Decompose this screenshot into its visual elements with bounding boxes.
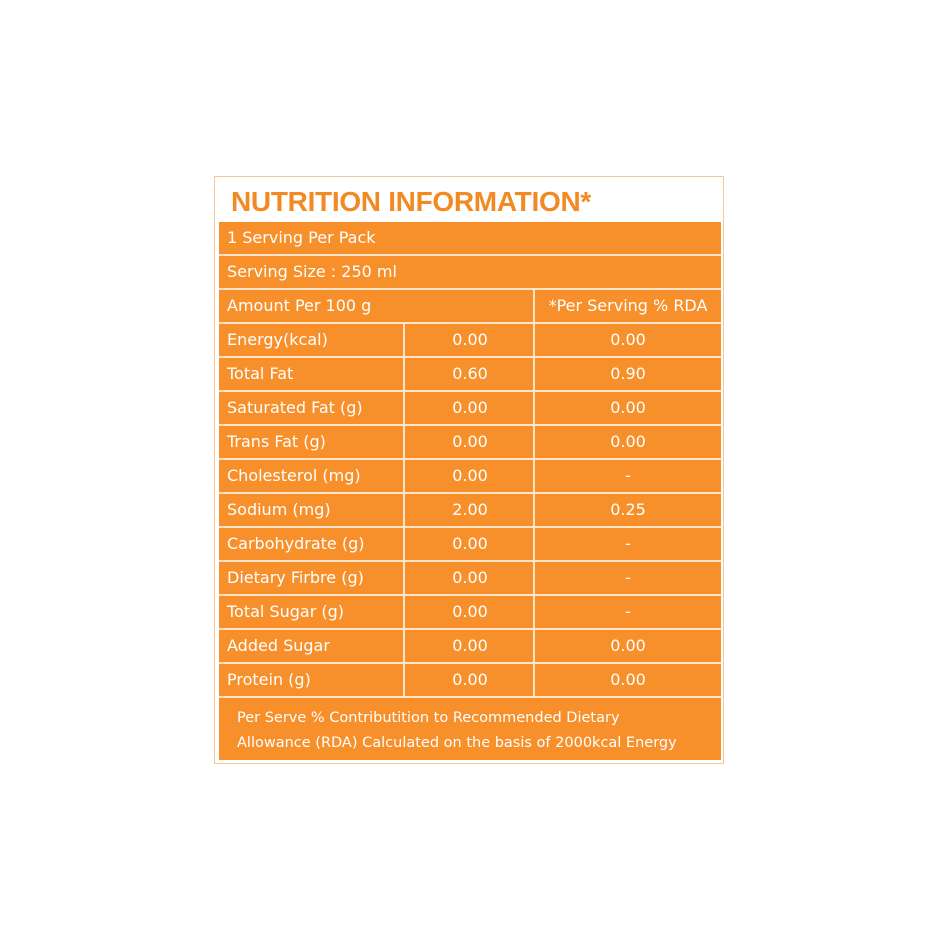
nutrient-name: Carbohydrate (g) xyxy=(227,534,365,553)
servings-per-pack-row xyxy=(219,222,721,256)
nutrient-name: Added Sugar xyxy=(227,636,330,655)
column-divider-2 xyxy=(533,324,535,698)
rda-footnote xyxy=(219,698,721,760)
nutrient-per-100g: 2.00 xyxy=(452,500,488,519)
serving-size: Serving Size : 250 ml xyxy=(227,262,397,281)
nutrient-name: Cholesterol (mg) xyxy=(227,466,361,485)
nutrient-rda: - xyxy=(625,534,631,553)
nutrient-per-100g: 0.00 xyxy=(452,636,488,655)
nutrient-row xyxy=(219,664,721,698)
nutrient-per-100g: 0.00 xyxy=(452,466,488,485)
nutrition-table xyxy=(219,222,721,760)
nutrient-name: Trans Fat (g) xyxy=(227,432,326,451)
nutrient-name: Energy(kcal) xyxy=(227,330,328,349)
nutrient-name: Sodium (mg) xyxy=(227,500,331,519)
nutrient-per-100g: 0.00 xyxy=(452,398,488,417)
nutrient-name: Total Sugar (g) xyxy=(227,602,345,621)
rda-header: *Per Serving % RDA xyxy=(548,296,708,315)
nutrient-rda: 0.00 xyxy=(610,636,646,655)
footnote-line-1: Per Serve % Contributition to Recommended Dietary xyxy=(237,710,620,726)
nutrient-name: Saturated Fat (g) xyxy=(227,398,363,417)
nutrient-name: Dietary Firbre (g) xyxy=(227,568,364,587)
nutrient-per-100g: 0.00 xyxy=(452,432,488,451)
nutrient-row xyxy=(219,426,721,460)
nutrient-rda: - xyxy=(625,466,631,485)
nutrient-row xyxy=(219,596,721,630)
nutrient-row xyxy=(219,324,721,358)
header-column-divider xyxy=(533,290,535,324)
footnote-line-2: Allowance (RDA) Calculated on the basis of 2000kcal Energy xyxy=(237,735,677,751)
nutrient-per-100g: 0.00 xyxy=(452,330,488,349)
nutrient-row xyxy=(219,528,721,562)
nutrient-row xyxy=(219,494,721,528)
nutrient-rda: 0.90 xyxy=(610,364,646,383)
nutrient-rda: 0.00 xyxy=(610,432,646,451)
nutrient-per-100g: 0.60 xyxy=(452,364,488,383)
nutrient-rda: - xyxy=(625,568,631,587)
nutrient-row xyxy=(219,460,721,494)
label-title: NUTRITION INFORMATION* xyxy=(231,186,591,217)
nutrition-label xyxy=(214,176,724,764)
nutrient-rda: - xyxy=(625,602,631,621)
nutrient-name: Protein (g) xyxy=(227,670,311,689)
servings-per-pack: 1 Serving Per Pack xyxy=(227,228,376,247)
serving-size-row xyxy=(219,256,721,290)
nutrient-per-100g: 0.00 xyxy=(452,568,488,587)
nutrient-rda: 0.00 xyxy=(610,670,646,689)
nutrient-per-100g: 0.00 xyxy=(452,534,488,553)
nutrient-per-100g: 0.00 xyxy=(452,670,488,689)
nutrient-row xyxy=(219,392,721,426)
nutrient-rda: 0.00 xyxy=(610,398,646,417)
nutrient-rda: 0.00 xyxy=(610,330,646,349)
nutrient-name: Total Fat xyxy=(227,364,294,383)
column-divider-1 xyxy=(403,324,405,698)
nutrient-row xyxy=(219,630,721,664)
nutrient-rda: 0.25 xyxy=(610,500,646,519)
amount-per-header: Amount Per 100 g xyxy=(227,296,372,315)
nutrient-per-100g: 0.00 xyxy=(452,602,488,621)
nutrient-row xyxy=(219,358,721,392)
table-header-row xyxy=(219,290,721,324)
nutrient-row xyxy=(219,562,721,596)
